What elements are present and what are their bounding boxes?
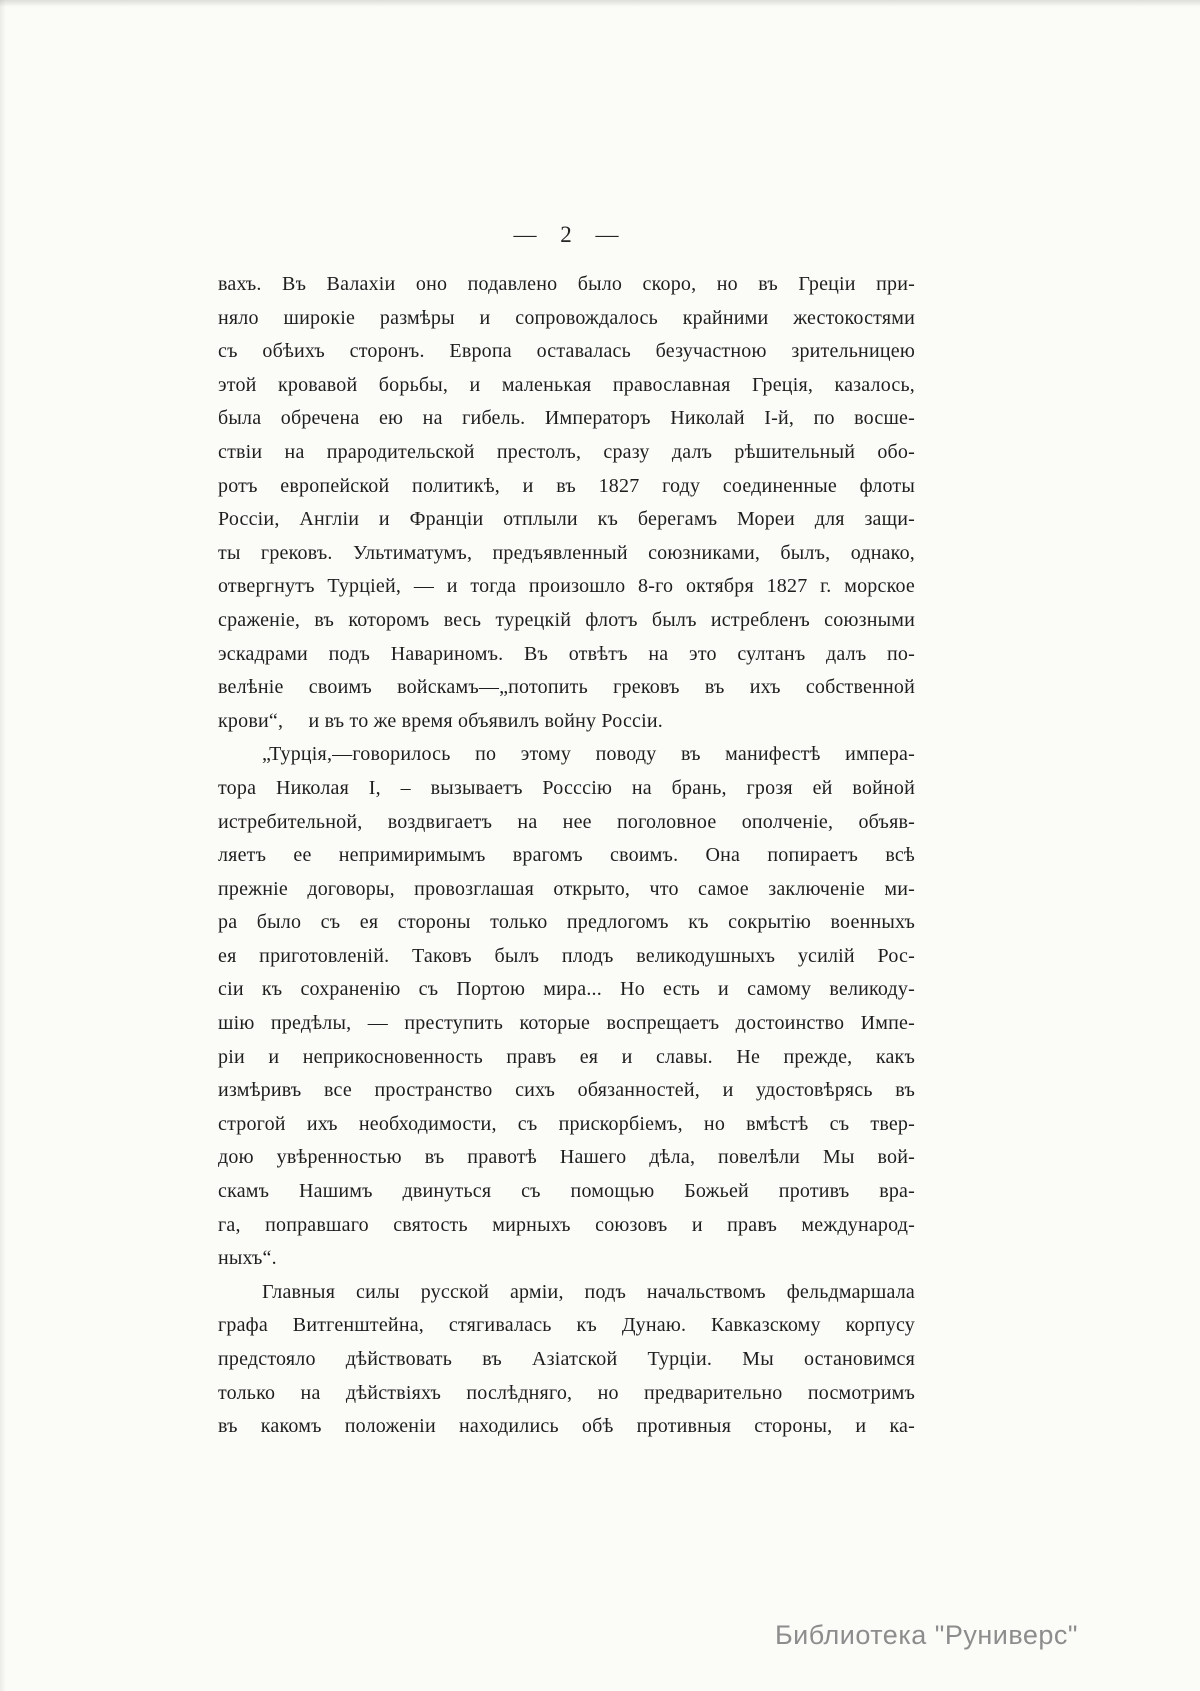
text-block (218, 268, 915, 1444)
text-line: тора Николая I, – вызываетъ Росссію на брань, грозя ей войной (218, 776, 915, 799)
text-line: ріи и неприкосновенность правъ ея и славы. Не прежде, какъ (218, 1045, 915, 1068)
text-line: эскадрами подъ Навариномъ. Въ отвѣтъ на это султанъ далъ по- (218, 642, 915, 665)
text-line: сіи къ сохраненію съ Портою мира... Но есть и самому великоду- (218, 978, 915, 1001)
text-line: съ обѣихъ сторонъ. Европа оставалась безучастною зрительницею (218, 340, 915, 363)
text-line: крови“, и въ то же время объявилъ войну Россіи. (218, 709, 663, 732)
text-line: строгой ихъ необходимости, съ прискорбіемъ, но вмѣстѣ съ твер- (218, 1112, 915, 1135)
text-line: скамъ Нашимъ двинуться съ помощью Божьей противъ вра- (218, 1180, 915, 1203)
text-line: ра было съ ея стороны только предлогомъ къ сокрытію военныхъ (218, 911, 915, 934)
text-line: измѣривъ все пространство сихъ обязанностей, и удостовѣрясь въ (218, 1079, 915, 1102)
text-line: ея приготовленій. Таковъ былъ плодъ великодушныхъ усилій Рос- (218, 944, 915, 967)
text-line: ствіи на прародительской престолъ, сразу далъ рѣшительный обо- (218, 440, 915, 463)
text-line: ты грековъ. Ультиматумъ, предъявленный союзниками, былъ, однако, (218, 541, 915, 564)
text-line: въ какомъ положеніи находились обѣ противныя стороны, и ка- (218, 1415, 915, 1438)
page-number: — 2 — (513, 222, 620, 247)
text-line: прежніе договоры, провозглашая открыто, что самое заключеніе ми- (218, 877, 915, 900)
text-line: ныхъ“. (218, 1247, 277, 1270)
text-line: вахъ. Въ Валахіи оно подавлено было скоро, но въ Греціи при- (218, 273, 915, 295)
text-line: га, поправшаго святость мирныхъ союзовъ и правъ международ- (218, 1213, 915, 1236)
text-line: ротъ европейской политикѣ, и въ 1827 году соединенные флоты (218, 474, 915, 497)
text-line: Россіи, Англіи и Франціи отплыли къ берегамъ Мореи для защи- (218, 508, 915, 531)
text-line: предстояло дѣйствовать въ Азіатской Турціи. Мы остановимся (218, 1348, 915, 1370)
text-line: ляетъ ее непримиримымъ врагомъ своимъ. Она попираетъ всѣ (218, 844, 915, 867)
text-line: графа Витгенштейна, стягивалась къ Дунаю. Кавказскому корпусу (218, 1314, 915, 1337)
text-line: отвергнутъ Турціей, — и тогда произошло 8-го октября 1827 г. морское (218, 575, 915, 598)
text-line: няло широкіе размѣры и сопровождалось крайними жестокостями (218, 306, 915, 329)
text-line: только на дѣйствіяхъ послѣдняго, но предварительно посмотримъ (218, 1381, 915, 1404)
text-line: истребительной, воздвигаетъ на нее поголовное ополченіе, объяв- (218, 810, 915, 833)
text-line: шію предѣлы, — преступить которые воспрещаетъ достоинство Импе- (218, 1012, 915, 1035)
text-line: сраженіе, въ которомъ весь турецкій флотъ былъ истребленъ союзными (218, 608, 915, 631)
text-line: „Турція,—говорилось по этому поводу въ манифестѣ импера- (262, 743, 915, 766)
text-line: этой кровавой борьбы, и маленькая православная Греція, казалось, (218, 373, 915, 396)
text-line: дою увѣренностью въ правотѣ Нашего дѣла, повелѣли Мы вой- (218, 1146, 915, 1169)
text-line: была обречена ею на гибель. Императоръ Николай I-й, по восше- (218, 407, 915, 430)
watermark: Библиотека "Руниверс" (774, 1620, 1078, 1650)
text-line: велѣніе своимъ войскамъ—„потопить грековъ въ ихъ собственной (218, 676, 915, 699)
text-line: Главныя силы русской арміи, подъ начальствомъ фельдмаршала (262, 1280, 915, 1303)
